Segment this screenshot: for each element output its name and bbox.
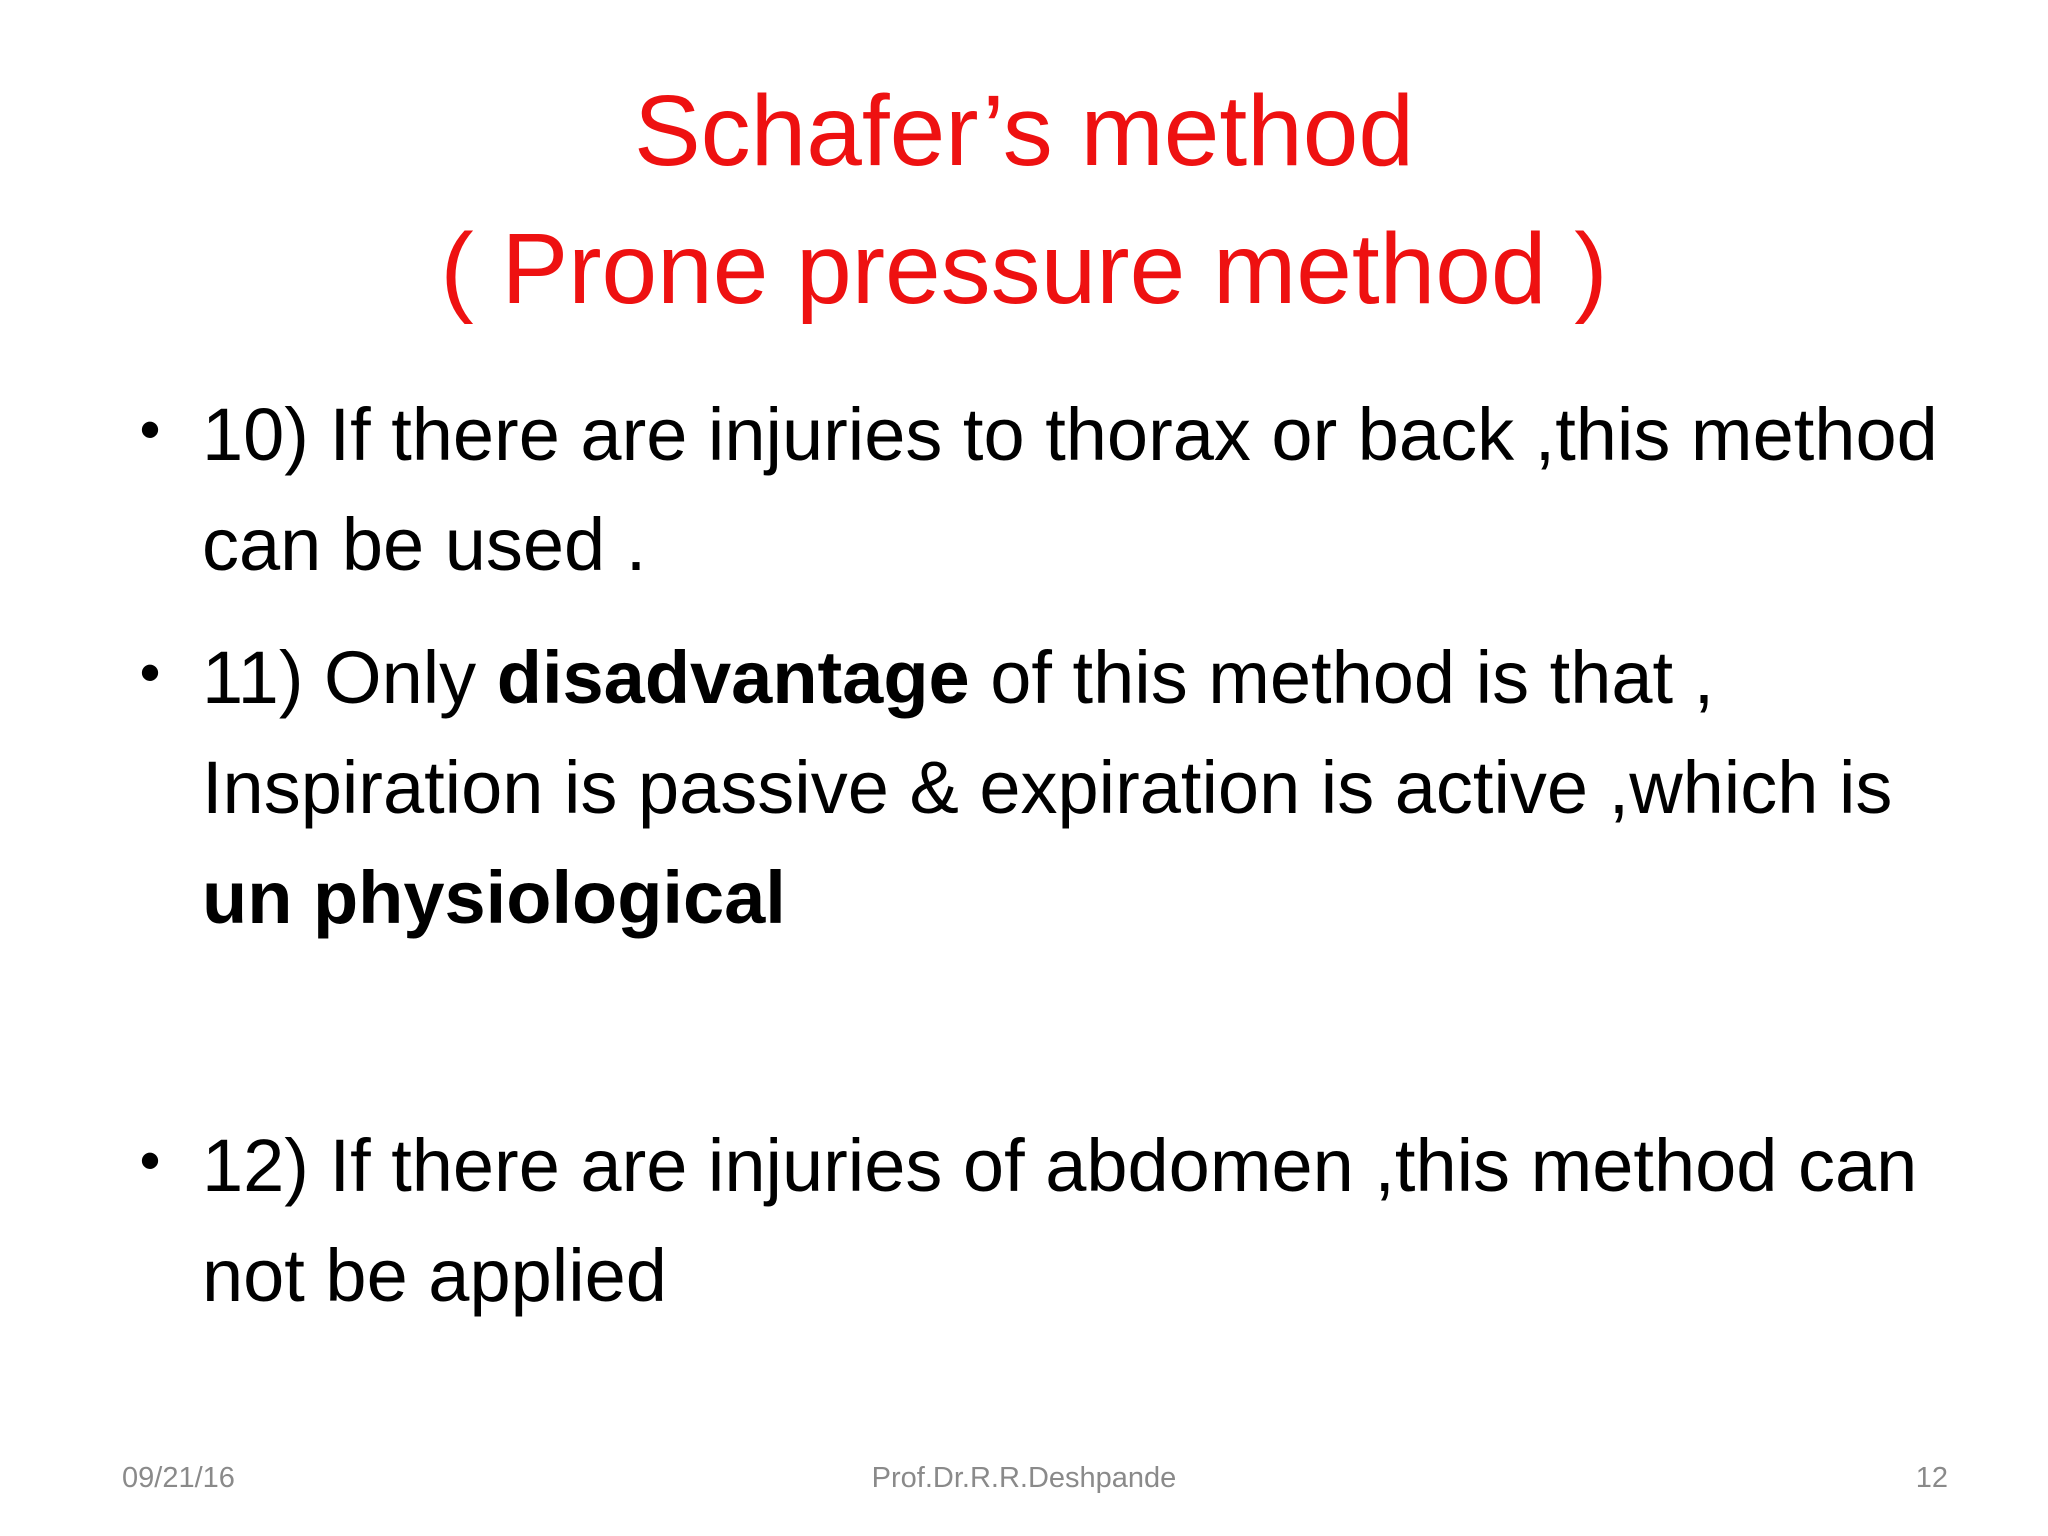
bullet-text — [202, 1111, 1982, 1331]
bold-un-physiological: un physiological — [202, 856, 786, 939]
bullet-item-11 — [120, 623, 2000, 953]
bullet-item-10 — [120, 380, 2000, 600]
bullet-text-part: of this method is that , Inspiration is passive & expiration is active ,which is — [202, 636, 1893, 829]
bullet-text-part: 12) If there are injuries of abdomen ,this method can not be applied — [202, 1124, 1918, 1317]
footer-author: Prof.Dr.R.R.Deshpande — [871, 1462, 1177, 1494]
bullet-text-part: 11) Only — [202, 636, 497, 719]
footer-date: 09/21/16 — [122, 1462, 235, 1494]
footer-page-number: 12 — [1915, 1462, 1948, 1494]
title-line-1: Schafer’s method — [633, 75, 1415, 187]
title-line-2: ( Prone pressure method ) — [440, 213, 1608, 325]
bullet-text — [202, 623, 1982, 953]
slide-title — [0, 62, 2048, 338]
bullet-item-12 — [120, 1111, 2000, 1331]
bullet-dot-icon: • — [139, 1127, 161, 1194]
bullet-dot-icon: • — [139, 639, 161, 706]
bullet-dot-icon: • — [139, 396, 161, 463]
bullet-text-part: 10) If there are injuries to thorax or back ,this method can be used . — [202, 393, 1938, 586]
bullet-text — [202, 380, 1982, 600]
bold-disadvantage: disadvantage — [496, 636, 970, 719]
